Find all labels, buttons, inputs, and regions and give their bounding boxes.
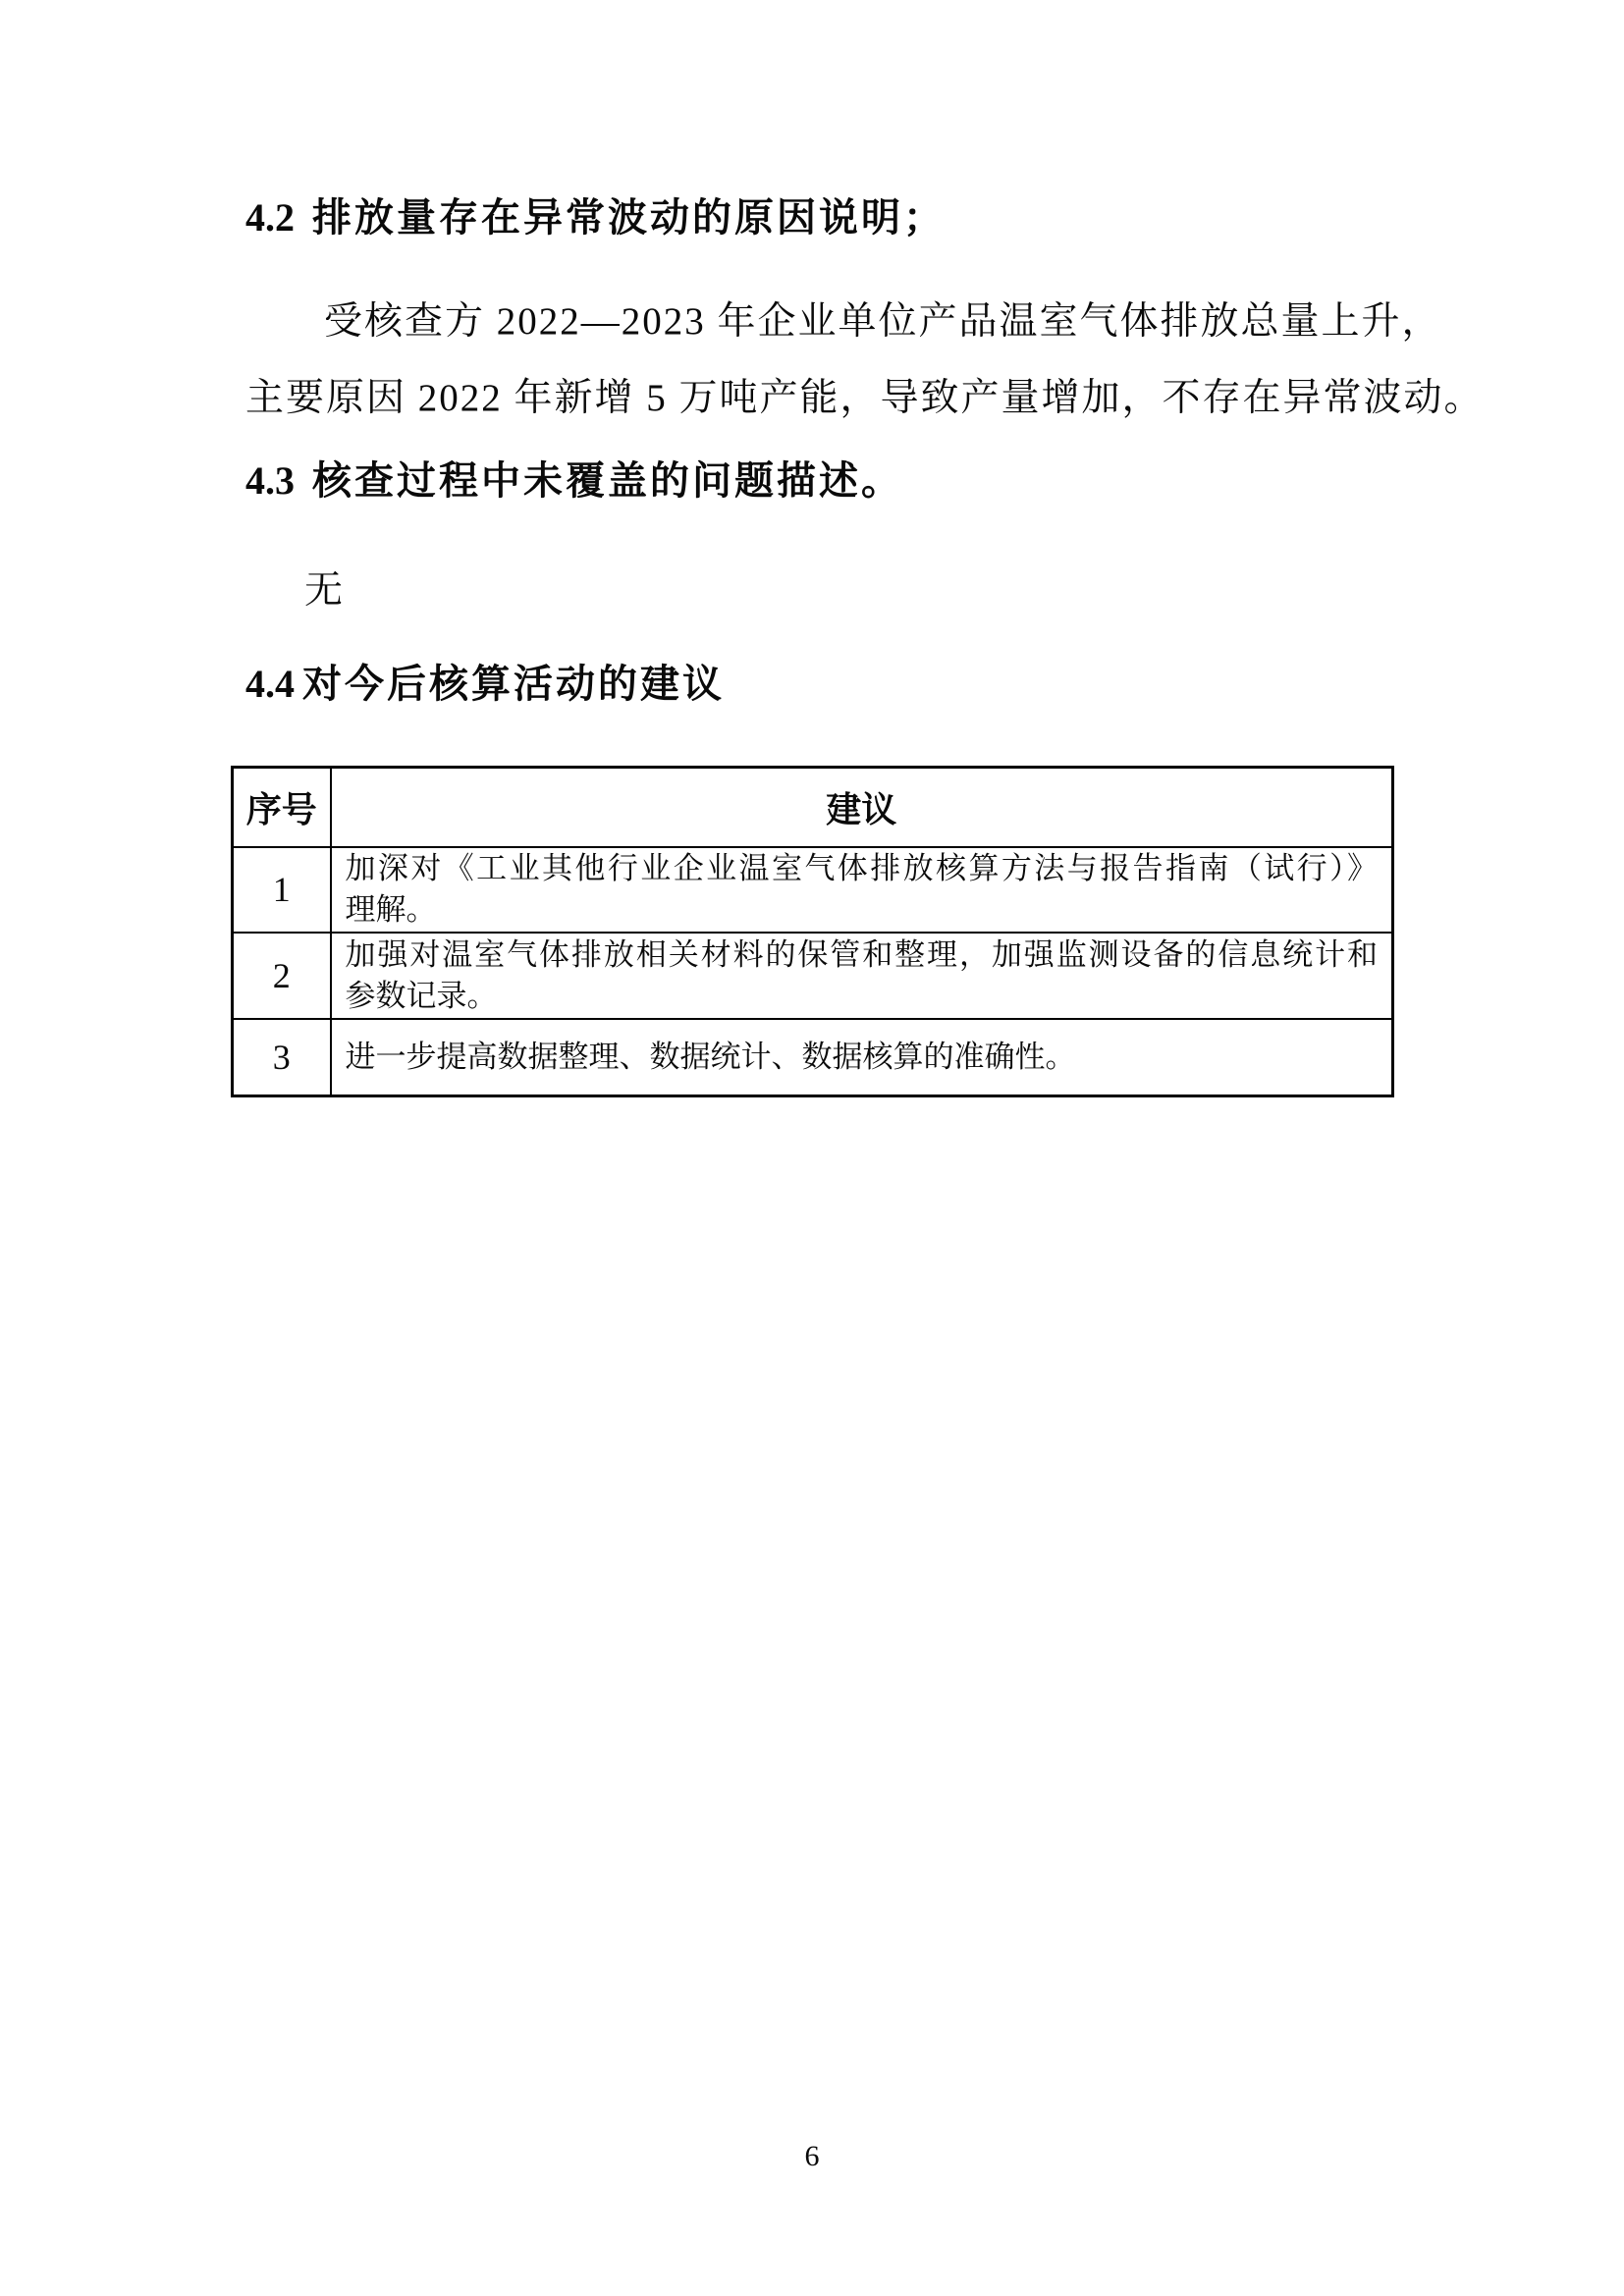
row-3-suggestion [331,1019,1393,1096]
heading-4-3 [245,457,903,505]
paragraph-4-3-answer: 无 [304,569,344,612]
heading-4-4 [245,661,725,708]
heading-4-2 [245,194,946,241]
row-3-number: 3 [233,1019,331,1096]
heading-4-3-number: 4.3 [245,458,295,503]
heading-4-2-title: 排放量存在异常波动的原因说明； [312,195,946,240]
row-2-suggestion [331,933,1393,1019]
row-1-suggestion-line-1: 加深对《工业其他行业企业温室气体排放核算方法与报告指南（试行）》 [345,851,1378,885]
heading-4-2-number: 4.2 [245,195,295,240]
table-header-row [233,768,1393,847]
row-2-number: 2 [233,933,331,1019]
table-row [233,1019,1393,1096]
table-row [233,933,1393,1019]
column-header-suggestion: 建议 [331,768,1393,847]
heading-4-3-title: 核查过程中未覆盖的问题描述。 [312,458,903,503]
row-1-suggestion-line-2: 理解。 [345,892,437,927]
row-2-suggestion-line-2: 参数记录。 [345,978,498,1013]
row-2-suggestion-line-1: 加强对温室气体排放相关材料的保管和整理，加强监测设备的信息统计和 [345,936,1378,972]
heading-4-4-title: 对今后核算活动的建议 [302,662,725,706]
page-number: 6 [804,2140,820,2172]
paragraph-4-2-line-2: 主要原因 2022 年新增 5 万吨产能，导致产量增加，不存在异常波动。 [245,377,1485,419]
row-1-number: 1 [233,847,331,933]
heading-4-4-number: 4.4 [245,662,295,706]
row-1-suggestion [331,847,1393,933]
table-row [233,847,1393,933]
suggestions-table [231,766,1394,1097]
paragraph-4-2-line-1: 受核查方 2022—2023 年企业单位产品温室气体排放总量上升， [324,300,1442,343]
paragraph-4-2 [245,284,1485,437]
column-header-no: 序号 [233,768,331,847]
row-3-suggestion-line-1: 进一步提高数据整理、数据统计、数据核算的准确性。 [345,1039,1076,1074]
